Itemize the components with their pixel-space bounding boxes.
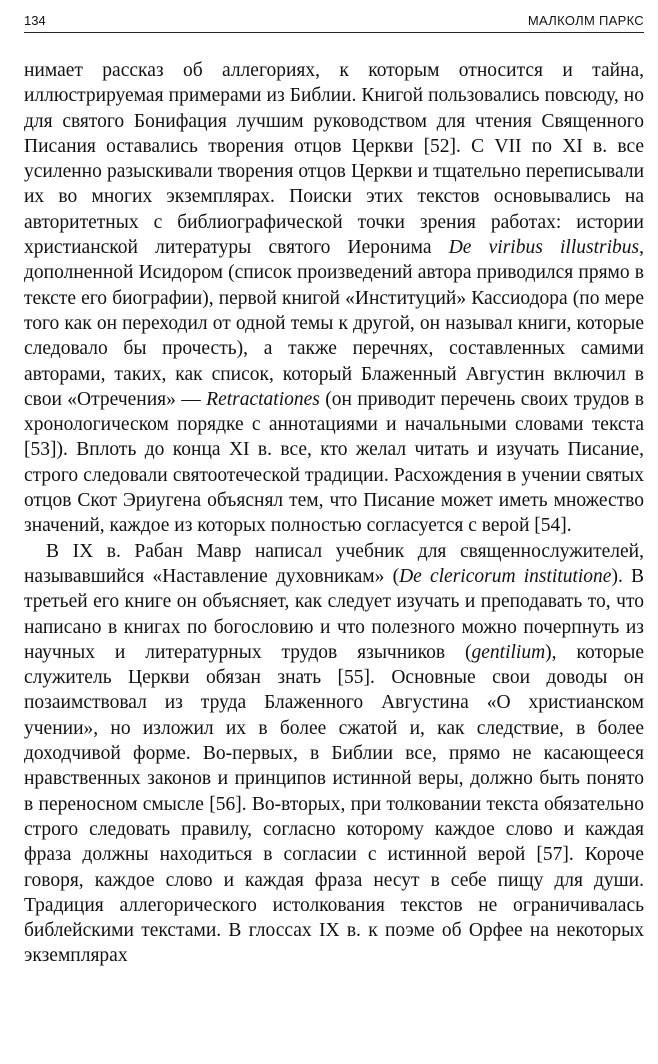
- body-text: [24, 58, 644, 969]
- paragraph-1: [24, 58, 644, 539]
- italic-title: De clericorum institutione: [399, 565, 612, 587]
- page-number: 134: [24, 13, 46, 28]
- italic-term: gentilium: [471, 641, 546, 663]
- running-head: МАЛКОЛМ ПАРКС: [527, 13, 644, 28]
- page-header: [24, 10, 644, 33]
- text-segment: ). В третьей его книге он объясняет, как следует изучать и преподавать то, что написано в книгах по богословию и что полезного можно почерпнуть из научных и литературных трудов язычников (: [24, 565, 644, 663]
- paragraph-2: [24, 539, 644, 969]
- italic-title: De viribus illustribus: [448, 237, 640, 259]
- text-segment: нимает рассказ об аллегориях, к которым относится и тайна, иллюстрируемая примерами из Библии. Книгой пользовались повсюду, но для святого Бонифация лучшим руководством для чтения Священного Писания оставались творения отцов Церкви [52]. С VII по XI в. все усиленно разыскивали творения отцов Церкви и тщательно переписывали их во многих экземплярах. Поиски этих текстов основывались на авторитетных с библиографической точки зрения работах: истории христианской литературы святого Иеронима: [24, 60, 644, 259]
- italic-title: Retractationes: [206, 388, 320, 410]
- text-segment: В IX в. Рабан Мавр написал учебник для священнослужителей, называвшийся «Наставление духовникам» (: [24, 540, 644, 587]
- text-segment: , дополненной Исидором (список произведений автора приводился прямо в тексте его биографии), первой книгой «Институций» Кассиодора (по мере того как он переходил от одной темы к другой, он называл книги, которые следовало бы прочесть), а также перечнях, составленных самими авторами, таких, как список, который Блаженный Августин включил в свои «Отречения» —: [24, 237, 644, 410]
- text-segment: ), которые служитель Церкви обязан знать [55]. Основные свои доводы он позаимствовал из труда Блаженного Августина «О христианском учении», но изложил их в более сжатой и, как следствие, в более доходчивой форме. Во-первых, в Библии все, прямо не касающееся нравственных законов и принципов истинной веры, должно быть понято в переносном смысле [56]. Во-вторых, при толковании текста обязательно строго следовать правилу, согласно которому каждое слово и каждая фраза должны находиться в согласии с истинной верой [57]. Короче говоря, каждое слово и каждая фраза несут в себе пищу для души. Традиция аллегорического истолкования текстов не ограничивалась библейскими текстами. В глоссах IX в. к поэме об Орфее на некоторых экземплярах: [24, 641, 644, 967]
- text-segment: (он приводит перечень своих трудов в хронологическом порядке с аннотациями и начальными словами текста [53]). Вплоть до конца XI в. все, кто желал читать и изучать Писание, строго следовали святоотеческой традиции. Расхождения в учении святых отцов Скот Эриугена объяснял тем, что Писание может иметь множество значений, каждое из которых полностью согласуется с верой [54].: [24, 388, 644, 537]
